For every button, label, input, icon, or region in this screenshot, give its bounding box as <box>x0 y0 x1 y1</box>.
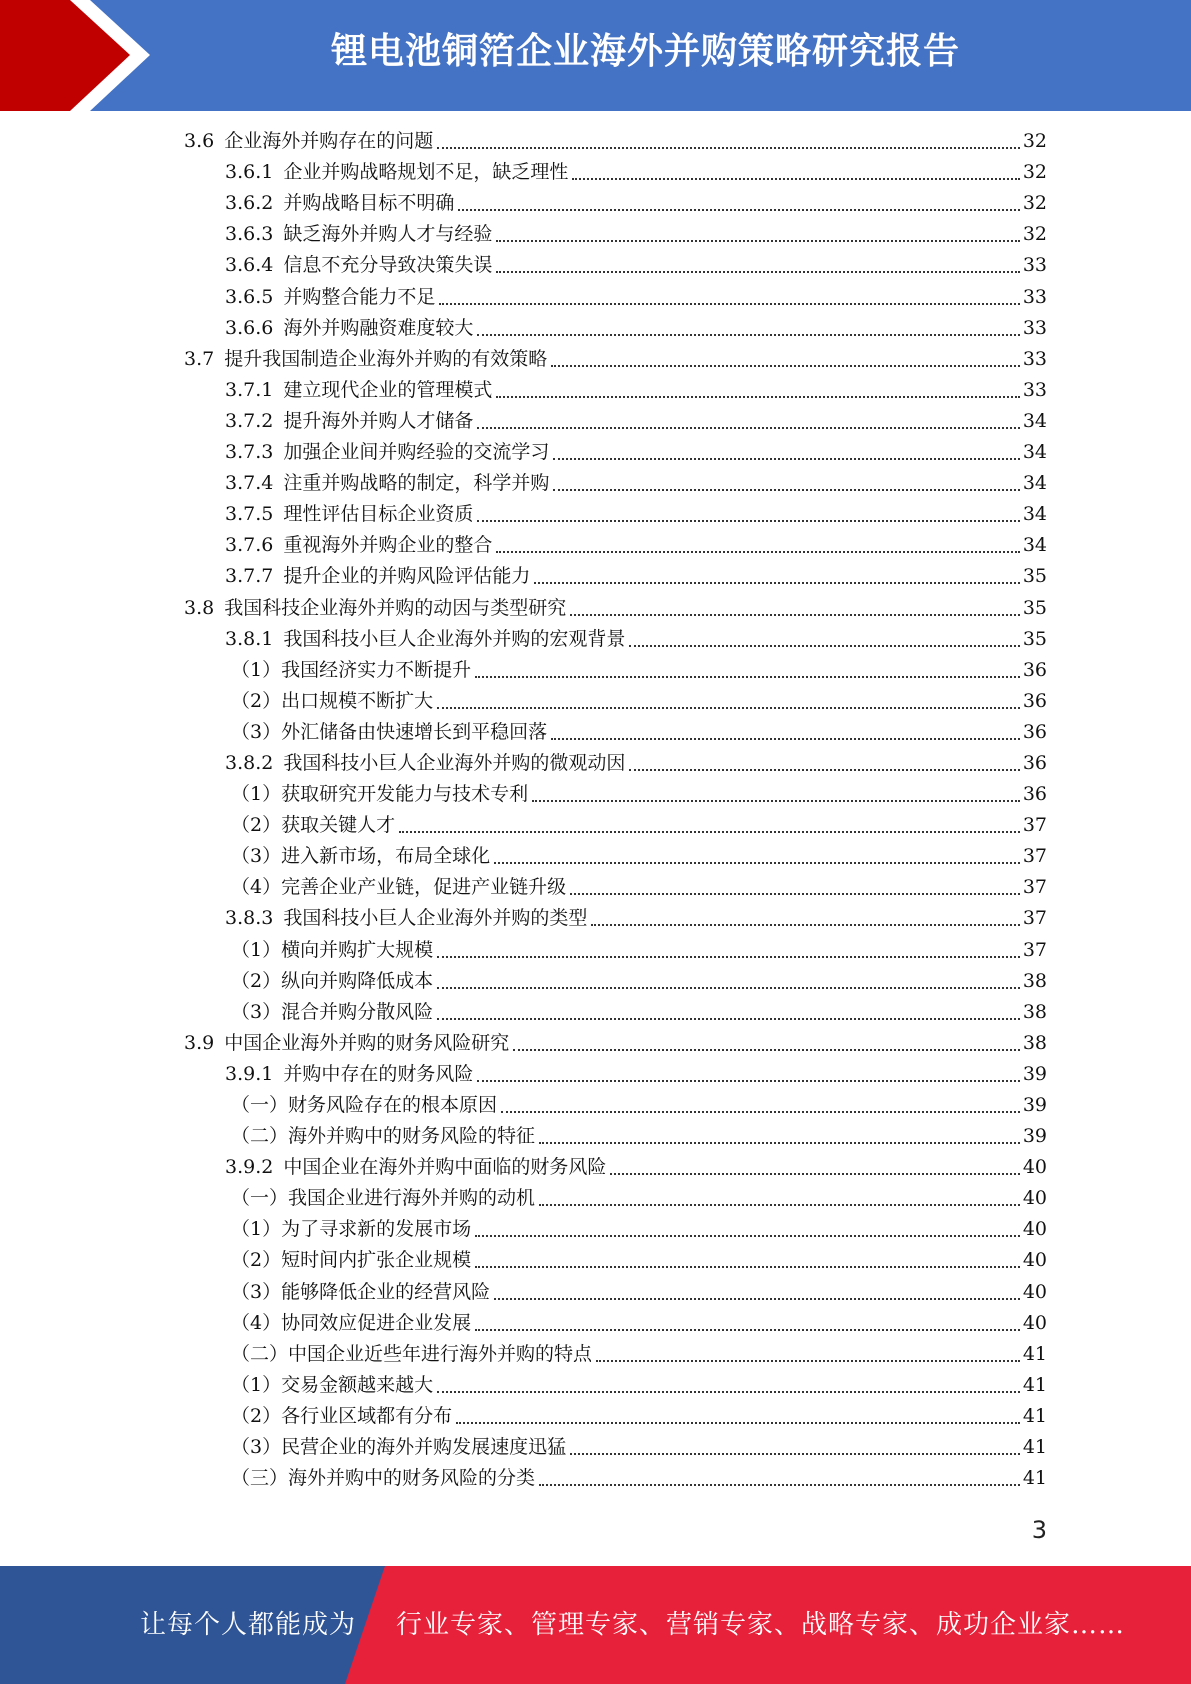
toc-entry-page: 34 <box>1022 534 1047 557</box>
toc-dot-leader <box>496 240 1019 242</box>
toc-entry-title: 海外并购融资难度较大 <box>283 316 474 339</box>
toc-entry-page: 38 <box>1022 1000 1047 1023</box>
toc-dot-leader <box>496 271 1019 273</box>
toc-entry-page: 33 <box>1022 285 1047 308</box>
toc-entry[interactable] <box>0 1059 1191 1090</box>
toc-dot-leader <box>572 178 1019 180</box>
toc-dot-leader <box>496 396 1019 398</box>
toc-dot-leader <box>539 1204 1020 1206</box>
toc-dot-leader <box>570 1453 1020 1455</box>
toc-entry-number: 3.7.7 <box>225 565 274 588</box>
toc-entry[interactable] <box>0 779 1191 810</box>
toc-entry-title: （3）民营企业的海外并购发展速度迅猛 <box>231 1436 567 1459</box>
toc-dot-leader <box>501 1111 1020 1113</box>
toc-entry-title: 重视海外并购企业的整合 <box>283 534 493 557</box>
toc-entry[interactable] <box>0 1245 1191 1276</box>
toc-entry-title: 提升海外并购人才储备 <box>283 409 474 432</box>
toc-entry-title: 并购整合能力不足 <box>283 285 436 308</box>
toc-dot-leader <box>437 1391 1020 1393</box>
toc-entry-page: 40 <box>1022 1187 1047 1210</box>
toc-entry-title: 我国科技小巨人企业海外并购的宏观背景 <box>283 627 626 650</box>
toc-entry[interactable] <box>0 810 1191 841</box>
toc-entry-page: 34 <box>1022 441 1047 464</box>
toc-dot-leader <box>534 582 1019 584</box>
toc-entry-title: （3）混合并购分散风险 <box>231 1000 434 1023</box>
toc-entry-number: 3.8.3 <box>225 907 274 930</box>
toc-entry-page: 39 <box>1022 1125 1047 1148</box>
toc-entry[interactable] <box>0 219 1191 250</box>
toc-entry[interactable] <box>0 624 1191 655</box>
toc-dot-leader <box>437 956 1020 958</box>
toc-dot-leader <box>596 1360 1020 1362</box>
toc-entry-number: 3.6.4 <box>225 254 274 277</box>
toc-entry-page: 33 <box>1022 316 1047 339</box>
toc-entry-title: 我国科技企业海外并购的动因与类型研究 <box>224 596 567 619</box>
toc-entry[interactable] <box>0 934 1191 965</box>
toc-entry[interactable] <box>0 966 1191 997</box>
page-header <box>0 0 1191 111</box>
toc-entry-title: （二）海外并购中的财务风险的特征 <box>231 1125 536 1148</box>
toc-entry[interactable] <box>0 1214 1191 1245</box>
toc-entry-title: 加强企业间并购经验的交流学习 <box>283 441 550 464</box>
toc-entry-page: 34 <box>1022 409 1047 432</box>
toc-entry-title: （1）为了寻求新的发展市场 <box>231 1218 472 1241</box>
toc-entry-number: 3.6.3 <box>225 223 274 246</box>
toc-entry-number: 3.7.3 <box>225 441 274 464</box>
toc-entry-page: 34 <box>1022 503 1047 526</box>
toc-dot-leader <box>539 1484 1020 1486</box>
toc-dot-leader <box>629 645 1019 647</box>
toc-entry-page: 38 <box>1022 1031 1047 1054</box>
toc-dot-leader <box>475 1266 1020 1268</box>
toc-entry-page: 40 <box>1022 1249 1047 1272</box>
toc-entry[interactable] <box>0 344 1191 375</box>
toc-entry-page: 37 <box>1022 845 1047 868</box>
toc-entry-title: 提升企业的并购风险评估能力 <box>283 565 531 588</box>
toc-entry[interactable] <box>0 1276 1191 1307</box>
toc-entry-title: 我国科技小巨人企业海外并购的微观动因 <box>283 751 626 774</box>
toc-entry[interactable] <box>0 717 1191 748</box>
footer-slogan-left: 让每个人都能成为 <box>140 1610 357 1640</box>
toc-entry-number: 3.6.6 <box>225 316 274 339</box>
toc-entry-title: 建立现代企业的管理模式 <box>283 378 493 401</box>
toc-dot-leader <box>477 1080 1019 1082</box>
toc-entry-page: 39 <box>1022 1094 1047 1116</box>
toc-entry-title: 注重并购战略的制定，科学并购 <box>283 472 550 495</box>
toc-entry-page: 33 <box>1022 254 1047 277</box>
toc-entry[interactable] <box>0 1401 1191 1432</box>
toc-dot-leader <box>629 769 1019 771</box>
toc-entry[interactable] <box>0 1370 1191 1401</box>
toc-dot-leader <box>551 738 1020 740</box>
toc-entry-title: （1）交易金额越来越大 <box>231 1373 434 1396</box>
toc-dot-leader <box>477 520 1019 522</box>
toc-entry-title: 并购战略目标不明确 <box>283 192 455 215</box>
toc-entry-page: 37 <box>1022 876 1047 899</box>
toc-entry[interactable] <box>0 437 1191 468</box>
toc-dot-leader <box>553 489 1019 491</box>
toc-entry-title: （1）我国经济实力不断提升 <box>231 658 472 681</box>
toc-entry[interactable] <box>0 499 1191 530</box>
toc-dot-leader <box>439 303 1019 305</box>
toc-entry-title: （2）获取关键人才 <box>231 814 396 837</box>
toc-entry[interactable] <box>0 1183 1191 1214</box>
toc-dot-leader <box>532 800 1020 802</box>
toc-entry-title: 理性评估目标企业资质 <box>283 503 474 526</box>
toc-entry-title: 提升我国制造企业海外并购的有效策略 <box>224 347 548 370</box>
toc-entry-number: 3.8.1 <box>225 627 274 650</box>
toc-entry-page: 33 <box>1022 347 1047 370</box>
toc-dot-leader <box>437 987 1020 989</box>
toc-entry-title: （2）各行业区域都有分布 <box>231 1404 453 1427</box>
toc-entry-page: 36 <box>1022 689 1047 712</box>
toc-entry-page: 35 <box>1022 596 1047 619</box>
toc-entry[interactable] <box>0 1028 1191 1059</box>
toc-entry-title: （二）中国企业近些年进行海外并购的特点 <box>231 1342 593 1365</box>
toc-dot-leader <box>610 1173 1019 1175</box>
toc-entry-title: 缺乏海外并购人才与经验 <box>283 223 493 246</box>
toc-entry[interactable] <box>0 655 1191 686</box>
toc-entry-number: 3.7.4 <box>225 472 274 495</box>
page-number: 3 <box>1031 1516 1047 1544</box>
toc-entry-title: （2）出口规模不断扩大 <box>231 689 434 712</box>
toc-entry-page: 37 <box>1022 938 1047 961</box>
toc-entry-title: （1）获取研究开发能力与技术专利 <box>231 783 529 806</box>
toc-entry[interactable] <box>0 406 1191 437</box>
toc-entry-page: 39 <box>1022 1062 1047 1085</box>
toc-entry[interactable] <box>0 188 1191 219</box>
toc-entry-number: 3.7 <box>184 347 215 370</box>
toc-entry-page: 32 <box>1022 192 1047 215</box>
toc-entry-title: （3）进入新市场，布局全球化 <box>231 845 491 868</box>
toc-entry-title: （2）纵向并购降低成本 <box>231 969 434 992</box>
document-title: 锂电池铜箔企业海外并购策略研究报告 <box>330 31 960 72</box>
toc-entry-title: （1）横向并购扩大规模 <box>231 938 434 961</box>
toc-dot-leader <box>553 458 1019 460</box>
toc-entry-page: 32 <box>1022 223 1047 246</box>
toc-entry-title: 并购中存在的财务风险 <box>283 1062 474 1085</box>
toc-entry[interactable] <box>0 530 1191 561</box>
toc-entry[interactable] <box>0 157 1191 188</box>
toc-entry[interactable] <box>0 748 1191 779</box>
toc-dot-leader <box>496 551 1019 553</box>
toc-entry[interactable] <box>0 1432 1191 1463</box>
toc-entry-number: 3.6.5 <box>225 285 274 308</box>
toc-dot-leader <box>513 1049 1020 1051</box>
toc-dot-leader <box>475 1235 1020 1237</box>
toc-dot-leader <box>437 1018 1020 1020</box>
toc-entry-page: 41 <box>1022 1404 1047 1427</box>
toc-entry-page: 34 <box>1022 472 1047 495</box>
toc-dot-leader <box>570 614 1020 616</box>
toc-entry-page: 40 <box>1022 1218 1047 1241</box>
toc-dot-leader <box>475 1329 1020 1331</box>
toc-entry-title: （2）短时间内扩张企业规模 <box>231 1249 472 1272</box>
toc-entry[interactable] <box>0 1121 1191 1152</box>
toc-dot-leader <box>591 924 1019 926</box>
toc-entry[interactable] <box>0 250 1191 281</box>
toc-entry[interactable] <box>0 468 1191 499</box>
toc-entry-page: 38 <box>1022 969 1047 992</box>
toc-entry-page: 41 <box>1022 1342 1047 1365</box>
toc-entry-number: 3.6.1 <box>225 161 274 184</box>
toc-entry-page: 36 <box>1022 751 1047 774</box>
toc-entry[interactable] <box>0 375 1191 406</box>
toc-entry-title: 我国科技小巨人企业海外并购的类型 <box>283 907 588 930</box>
toc-entry-page: 35 <box>1022 627 1047 650</box>
toc-entry-page: 41 <box>1022 1467 1047 1490</box>
toc-entry-page: 37 <box>1022 907 1047 930</box>
toc-entry-title: （一）财务风险存在的根本原因 <box>231 1094 498 1116</box>
toc-entry-number: 3.8 <box>184 596 215 619</box>
toc-entry-page: 36 <box>1022 658 1047 681</box>
toc-dot-leader <box>437 707 1020 709</box>
toc-entry-page: 40 <box>1022 1280 1047 1303</box>
toc-entry[interactable] <box>0 1152 1191 1183</box>
toc-entry-number: 3.7.6 <box>225 534 274 557</box>
toc-dot-leader <box>437 147 1020 149</box>
toc-dot-leader <box>494 862 1020 864</box>
toc-entry-number: 3.7.2 <box>225 409 274 432</box>
toc-entry-page: 36 <box>1022 720 1047 743</box>
toc-dot-leader <box>475 676 1020 678</box>
toc-entry-title: （三）海外并购中的财务风险的分类 <box>231 1467 536 1490</box>
toc-entry[interactable] <box>0 1463 1191 1494</box>
toc-dot-leader <box>570 893 1020 895</box>
toc-dot-leader <box>477 334 1019 336</box>
toc-entry-number: 3.7.5 <box>225 503 274 526</box>
toc-entry[interactable] <box>0 872 1191 903</box>
toc-entry[interactable] <box>0 561 1191 592</box>
toc-dot-leader <box>494 1298 1020 1300</box>
toc-dot-leader <box>456 1422 1020 1424</box>
toc-entry-page: 32 <box>1022 130 1047 153</box>
toc-entry-number: 3.7.1 <box>225 378 274 401</box>
toc-entry-title: 中国企业海外并购的财务风险研究 <box>224 1031 510 1054</box>
toc-dot-leader <box>539 1142 1020 1144</box>
toc-entry-title: 信息不充分导致决策失误 <box>283 254 493 277</box>
toc-entry-title: （3）能够降低企业的经营风险 <box>231 1280 491 1303</box>
toc-entry-page: 36 <box>1022 783 1047 806</box>
toc-dot-leader <box>458 209 1019 211</box>
toc-entry[interactable] <box>0 281 1191 312</box>
toc-entry[interactable] <box>0 841 1191 872</box>
toc-entry[interactable] <box>0 903 1191 934</box>
toc-entry-title: （一）我国企业进行海外并购的动机 <box>231 1187 536 1210</box>
toc-entry[interactable] <box>0 592 1191 623</box>
toc-entry-page: 40 <box>1022 1311 1047 1334</box>
toc-entry[interactable] <box>0 686 1191 717</box>
toc-entry-number: 3.9.1 <box>225 1062 274 1085</box>
toc-entry-title: 企业并购战略规划不足，缺乏理性 <box>283 161 569 184</box>
toc-entry[interactable] <box>0 313 1191 344</box>
toc-entry-page: 32 <box>1022 161 1047 184</box>
toc-dot-leader <box>477 427 1019 429</box>
toc-entry[interactable] <box>0 1090 1191 1121</box>
toc-dot-leader <box>551 365 1020 367</box>
toc-entry-page: 33 <box>1022 378 1047 401</box>
toc-entry-title: （4）协同效应促进企业发展 <box>231 1311 472 1334</box>
toc-entry-number: 3.6 <box>184 130 215 153</box>
toc-entry-number: 3.9.2 <box>225 1156 274 1179</box>
toc-entry-page: 41 <box>1022 1436 1047 1459</box>
toc-entry-title: 中国企业在海外并购中面临的财务风险 <box>283 1156 607 1179</box>
toc-entry-title: （4）完善企业产业链，促进产业链升级 <box>231 876 567 899</box>
toc-entry-number: 3.6.2 <box>225 192 274 215</box>
page-footer <box>0 1566 1191 1684</box>
toc-entry-page: 41 <box>1022 1373 1047 1396</box>
footer-slogan-right: 行业专家、管理专家、营销专家、战略专家、成功企业家…… <box>396 1610 1126 1640</box>
toc-entry-title: （3）外汇储备由快速增长到平稳回落 <box>231 720 548 743</box>
toc-entry-number: 3.8.2 <box>225 751 274 774</box>
toc-entry-page: 35 <box>1022 565 1047 588</box>
toc-entry-page: 40 <box>1022 1156 1047 1179</box>
table-of-contents <box>0 126 1191 1494</box>
toc-entry-page: 37 <box>1022 814 1047 837</box>
toc-dot-leader <box>399 831 1020 833</box>
toc-entry[interactable] <box>0 126 1191 157</box>
toc-entry[interactable] <box>0 1308 1191 1339</box>
toc-entry[interactable] <box>0 997 1191 1028</box>
toc-entry-title: 企业海外并购存在的问题 <box>224 130 434 153</box>
toc-entry-number: 3.9 <box>184 1031 215 1054</box>
toc-entry[interactable] <box>0 1339 1191 1370</box>
